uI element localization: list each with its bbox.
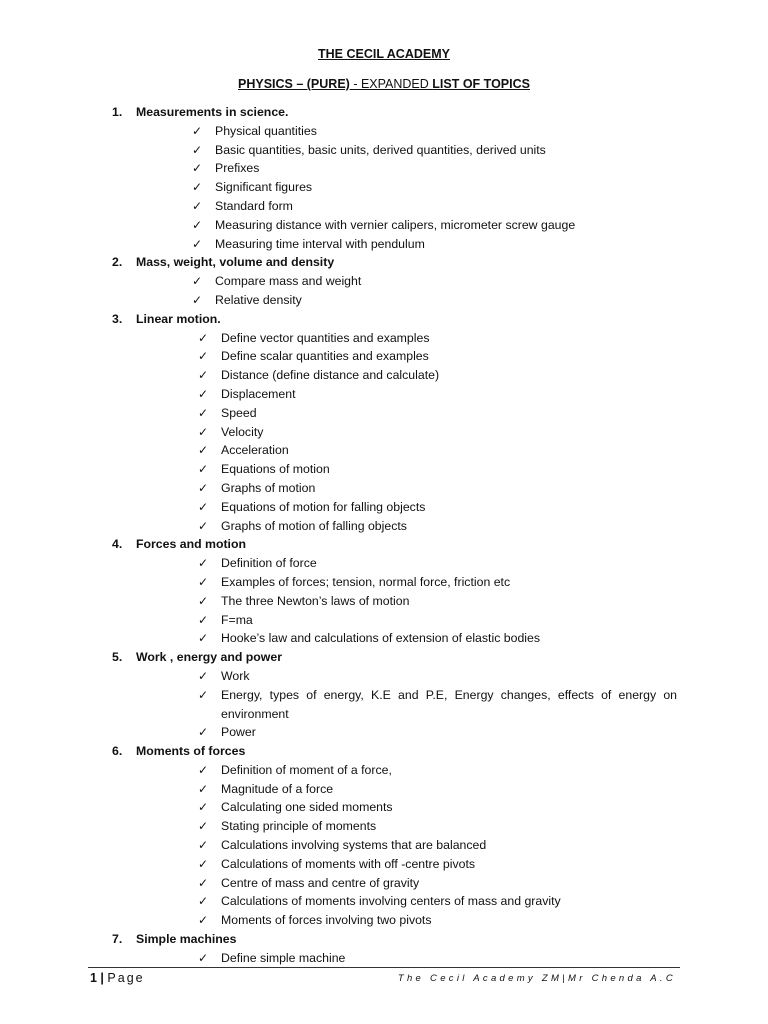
list-item-text: The three Newton’s laws of motion bbox=[221, 593, 410, 608]
list-item bbox=[0, 686, 768, 724]
topic-list bbox=[0, 103, 768, 968]
footer-author: The Cecil Academy ZM|Mr Chenda A.C bbox=[397, 973, 676, 984]
section-heading bbox=[0, 253, 768, 272]
section-heading bbox=[0, 930, 768, 949]
page-subtitle bbox=[0, 77, 768, 91]
list-item bbox=[0, 723, 768, 742]
checkmark-icon: ✓ bbox=[192, 198, 203, 213]
checkmark-icon: ✓ bbox=[192, 161, 203, 176]
list-item-text: Displacement bbox=[221, 386, 296, 401]
list-item-text: Standard form bbox=[215, 198, 293, 213]
footer-divider bbox=[88, 967, 680, 968]
list-item-text: Calculations of moments with off -centre pivots bbox=[221, 856, 476, 871]
checkmark-icon: ✓ bbox=[198, 349, 209, 364]
list-item bbox=[0, 235, 768, 254]
checkmark-icon: ✓ bbox=[198, 368, 209, 383]
subtitle-subject: PHYSICS – (PURE) bbox=[238, 77, 350, 91]
subtitle-list-of-topics: LIST OF TOPICS bbox=[432, 77, 530, 91]
checkmark-icon: ✓ bbox=[198, 631, 209, 646]
list-item-text: Acceleration bbox=[221, 443, 289, 458]
subtitle-separator: - bbox=[349, 77, 361, 91]
list-item-text: Equations of motion bbox=[221, 462, 330, 477]
list-item-text: Examples of forces; tension, normal force, friction etc bbox=[221, 574, 511, 589]
list-item-text: Centre of mass and centre of gravity bbox=[221, 875, 420, 890]
checkmark-icon: ✓ bbox=[198, 687, 209, 702]
list-item bbox=[0, 780, 768, 799]
list-item-text: Physical quantities bbox=[215, 123, 317, 138]
checkmark-icon: ✓ bbox=[198, 781, 209, 796]
list-item bbox=[0, 291, 768, 310]
list-item bbox=[0, 874, 768, 893]
checkmark-icon: ✓ bbox=[198, 386, 209, 401]
checkmark-icon: ✓ bbox=[198, 330, 209, 345]
page-number-value: 1 bbox=[90, 971, 97, 985]
checkmark-icon: ✓ bbox=[198, 556, 209, 571]
list-item-text: Define scalar quantities and examples bbox=[221, 349, 429, 364]
section-title: Simple machines bbox=[136, 932, 237, 947]
list-item-text: Basic quantities, basic units, derived quantities, derived units bbox=[215, 142, 546, 157]
checkmark-icon: ✓ bbox=[192, 123, 203, 138]
list-item bbox=[0, 761, 768, 780]
list-item bbox=[0, 817, 768, 836]
subtitle-expanded: EXPANDED bbox=[360, 77, 433, 91]
list-item-text: Graphs of motion of falling objects bbox=[221, 518, 407, 533]
list-item bbox=[0, 911, 768, 930]
checkmark-icon: ✓ bbox=[198, 762, 209, 777]
list-item-text: Measuring distance with vernier calipers, micrometer screw gauge bbox=[215, 217, 576, 232]
checkmark-icon: ✓ bbox=[192, 292, 203, 307]
checkmark-icon: ✓ bbox=[198, 593, 209, 608]
list-item bbox=[0, 667, 768, 686]
list-item bbox=[0, 272, 768, 291]
list-item bbox=[0, 460, 768, 479]
list-item-text: Significant figures bbox=[215, 180, 313, 195]
list-item-text: Velocity bbox=[221, 424, 264, 439]
list-item-text: Definition of moment of a force, bbox=[221, 762, 392, 777]
section-heading bbox=[0, 535, 768, 554]
checkmark-icon: ✓ bbox=[198, 499, 209, 514]
checkmark-icon: ✓ bbox=[198, 875, 209, 890]
section-title: Mass, weight, volume and density bbox=[136, 255, 335, 270]
list-item-text: Definition of force bbox=[221, 556, 317, 571]
list-item-text: Calculations involving systems that are balanced bbox=[221, 838, 487, 853]
list-item bbox=[0, 122, 768, 141]
list-item-text: Stating principle of moments bbox=[221, 819, 377, 834]
checkmark-icon: ✓ bbox=[198, 950, 209, 965]
list-item bbox=[0, 441, 768, 460]
list-item-text: Energy, types of energy, K.E and P.E, Energy changes, effects of energy on environment bbox=[221, 687, 677, 721]
checkmark-icon: ✓ bbox=[198, 819, 209, 834]
checkmark-icon: ✓ bbox=[198, 668, 209, 683]
list-item-text: Work bbox=[221, 668, 250, 683]
checkmark-icon: ✓ bbox=[198, 462, 209, 477]
checkmark-icon: ✓ bbox=[198, 894, 209, 909]
list-item-text: Hooke’s law and calculations of extension of elastic bodies bbox=[221, 631, 540, 646]
section-title: Measurements in science. bbox=[136, 105, 289, 119]
checkmark-icon: ✓ bbox=[198, 574, 209, 589]
checkmark-icon: ✓ bbox=[198, 838, 209, 853]
checkmark-icon: ✓ bbox=[198, 405, 209, 420]
section-heading bbox=[0, 742, 768, 761]
list-item bbox=[0, 141, 768, 160]
page-title: THE CECIL ACADEMY bbox=[318, 47, 450, 61]
checkmark-icon: ✓ bbox=[192, 274, 203, 289]
list-item bbox=[0, 216, 768, 235]
list-item-text: Measuring time interval with pendulum bbox=[215, 236, 425, 251]
list-item-text: Power bbox=[221, 725, 256, 740]
page-number bbox=[90, 971, 145, 985]
list-item bbox=[0, 554, 768, 573]
list-item bbox=[0, 498, 768, 517]
section-number: 1. bbox=[112, 105, 123, 119]
checkmark-icon: ✓ bbox=[192, 217, 203, 232]
checkmark-icon: ✓ bbox=[198, 518, 209, 533]
checkmark-icon: ✓ bbox=[198, 913, 209, 928]
list-item-text: Distance (define distance and calculate) bbox=[221, 368, 440, 383]
list-item-text: Define simple machine bbox=[221, 950, 346, 965]
list-item-text: Speed bbox=[221, 405, 257, 420]
section-title: Moments of forces bbox=[136, 744, 246, 759]
checkmark-icon: ✓ bbox=[198, 424, 209, 439]
list-item bbox=[0, 517, 768, 536]
list-item-text: Moments of forces involving two pivots bbox=[221, 913, 432, 928]
list-item-text: Magnitude of a force bbox=[221, 781, 334, 796]
list-item bbox=[0, 479, 768, 498]
section-number: 6. bbox=[112, 744, 123, 759]
checkmark-icon: ✓ bbox=[192, 236, 203, 251]
checkmark-icon: ✓ bbox=[198, 480, 209, 495]
list-item bbox=[0, 836, 768, 855]
page-label: Page bbox=[107, 971, 145, 985]
list-item bbox=[0, 159, 768, 178]
list-item-text: Calculating one sided moments bbox=[221, 800, 393, 815]
checkmark-icon: ✓ bbox=[198, 800, 209, 815]
list-item-text: Equations of motion for falling objects bbox=[221, 499, 426, 514]
section-number: 4. bbox=[112, 537, 123, 552]
section-heading bbox=[0, 648, 768, 667]
list-item bbox=[0, 611, 768, 630]
section-heading bbox=[0, 310, 768, 329]
page-footer bbox=[0, 967, 768, 991]
list-item bbox=[0, 366, 768, 385]
list-item-text: Define vector quantities and examples bbox=[221, 330, 430, 345]
section-title: Forces and motion bbox=[136, 537, 246, 552]
section-number: 2. bbox=[112, 255, 123, 270]
list-item bbox=[0, 629, 768, 648]
list-item-text: Prefixes bbox=[215, 161, 260, 176]
checkmark-icon: ✓ bbox=[198, 725, 209, 740]
section-number: 7. bbox=[112, 932, 123, 947]
list-item bbox=[0, 423, 768, 442]
list-item-text: Graphs of motion bbox=[221, 480, 316, 495]
list-item bbox=[0, 347, 768, 366]
list-item bbox=[0, 798, 768, 817]
list-item bbox=[0, 329, 768, 348]
list-item-text: Calculations of moments involving centers of mass and gravity bbox=[221, 894, 561, 909]
list-item bbox=[0, 197, 768, 216]
list-item bbox=[0, 592, 768, 611]
section-number: 5. bbox=[112, 650, 123, 665]
checkmark-icon: ✓ bbox=[192, 180, 203, 195]
list-item bbox=[0, 404, 768, 423]
list-item bbox=[0, 178, 768, 197]
list-item-text: F=ma bbox=[221, 612, 253, 627]
list-item bbox=[0, 573, 768, 592]
section-title: Work , energy and power bbox=[136, 650, 283, 665]
checkmark-icon: ✓ bbox=[192, 142, 203, 157]
section-title: Linear motion. bbox=[136, 311, 221, 326]
checkmark-icon: ✓ bbox=[198, 443, 209, 458]
section-number: 3. bbox=[112, 311, 123, 326]
list-item bbox=[0, 949, 768, 968]
checkmark-icon: ✓ bbox=[198, 856, 209, 871]
list-item bbox=[0, 855, 768, 874]
list-item-text: Relative density bbox=[215, 292, 302, 307]
page-number-separator: | bbox=[96, 971, 108, 985]
checkmark-icon: ✓ bbox=[198, 612, 209, 627]
list-item bbox=[0, 385, 768, 404]
list-item-text: Compare mass and weight bbox=[215, 274, 362, 289]
section-heading bbox=[0, 103, 768, 122]
list-item bbox=[0, 892, 768, 911]
